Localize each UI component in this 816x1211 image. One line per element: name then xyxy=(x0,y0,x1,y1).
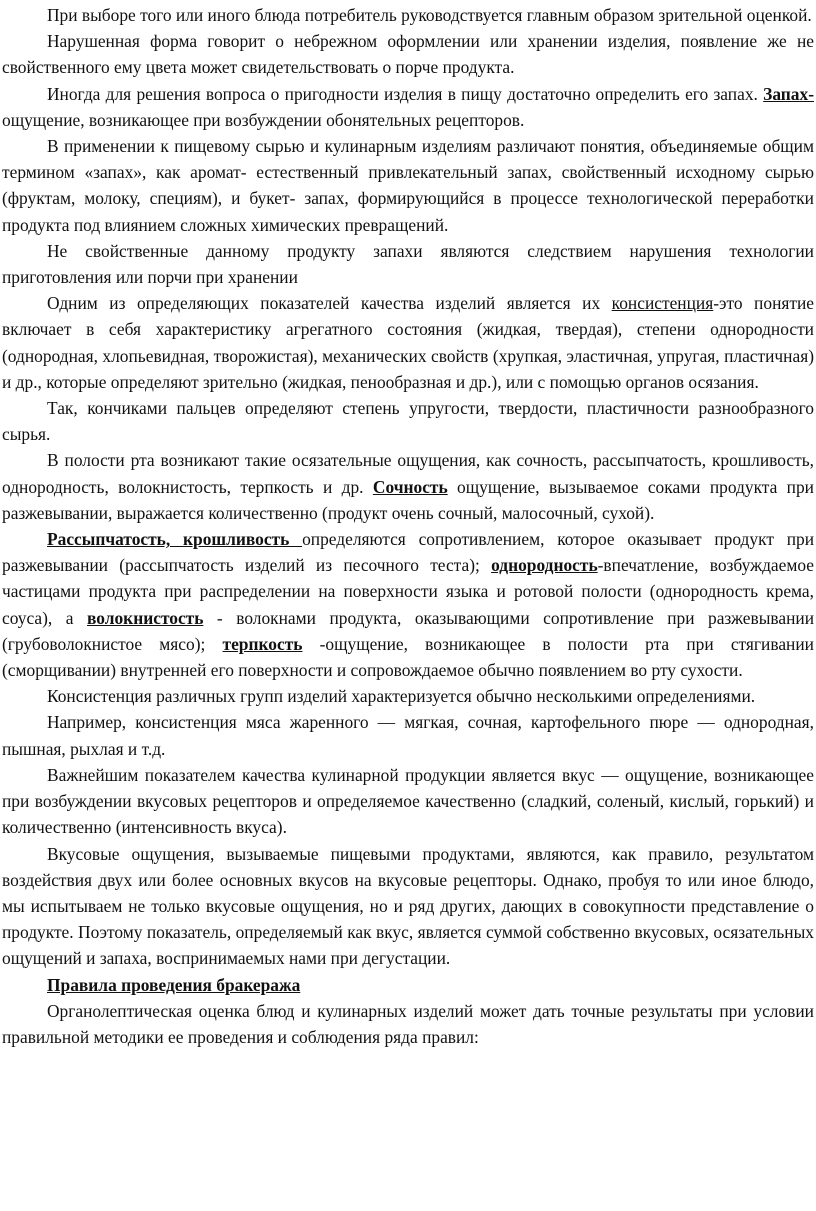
paragraph-taste: Важнейшим показателем качества кулинарной продукции является вкус — ощущение, возникающее при возбуждении вкусовых рецепторов и определяемое качественно (сладкий, соленый, кислый, горький) и количественно (интенсивность вкуса). xyxy=(2,764,814,838)
paragraph-foreign-smells: Не свойственные данному продукту запахи являются следствием нарушения технологии приготовления или порчи при хранении xyxy=(2,240,814,288)
paragraph-mouth-sensations: В полости рта возникают такие осязательные ощущения, как сочность, рассыпчатость, крошливость, однородность, волокнистость, терпкость и др. Сочность ощущение, вызываемое соками продукта при разжевывании, выражается количественно (продукт очень сочный, малосочный, сухой). xyxy=(2,450,814,523)
paragraph-taste-sensations: Вкусовые ощущения, вызываемые пищевыми продуктами, являются, как правило, результатом воздействия двух или более основных вкусов на вкусовые рецепторы. Однако, пробуя то или иное блюдо, мы испытываем не только вкусовые ощущения, но и ряд других, дающих в совокупности представление о продукте. Поэтому показатель, определяемый как вкус, является суммой собственно вкусовых, осязательных ощущений и запаха, воспринимаемых нами при дегустации. xyxy=(2,843,814,969)
term-consistency: консистенция xyxy=(611,293,714,314)
paragraph-texture-terms: Рассыпчатость, крошливость определяются сопротивлением, которое оказывает продукт при разжевывании (рассыпчатость изделий из песочного теста); однородность-впечатление, возбуждаемое частицами продукта при распределении на поверхности языка и ротовой полости (однородность крема, соуса), а волокнистость - волокнами продукта, оказывающими сопротивление при разжевывании (грубоволокнистое мясо); терпкость -ощущение, возникающее в полости рта при стягивании (сморщивании) внутренней его поверхности и сопровождаемое обычно появлением во рту сухости. xyxy=(2,529,815,681)
term-homogeneity: однородность xyxy=(491,555,598,576)
paragraph-consistency-examples: Например, консистенция мяса жаренного — мягкая, сочная, картофельного пюре — однородная, пышная, рыхлая и т.д. xyxy=(2,712,814,759)
term-juiciness: Сочность xyxy=(372,476,448,497)
term-fibrousness: волокнистость xyxy=(86,607,204,628)
paragraph-form-color: Нарушенная форма говорит о небрежном оформлении или хранении изделия, появление же не свойственного ему цвета может свидетельствовать о порче продукта. xyxy=(2,31,814,78)
section-heading-rules: Правила проведения бракеража xyxy=(47,974,301,995)
paragraph-visual-assessment: При выборе того или иного блюда потребитель руководствуется главным образом зрительной оценкой. xyxy=(47,5,812,25)
paragraph-consistency: Одним из определяющих показателей качества изделий является их консистенция-это понятие включает в себя характеристику агрегатного состояния (жидкая, твердая), степени однородности (однородная, хлопьевидная, творожистая), механических свойств (хрупкая, эластичная, упругая, пластичная) и др., которые определяют зрительно (жидкая, пенообразная и др.), или с помощью органов осязания. xyxy=(2,293,814,392)
paragraph-consistency-groups: Консистенция различных групп изделий характеризуется обычно несколькими определениями. xyxy=(47,686,756,707)
term-smell: Запах- xyxy=(763,83,814,104)
term-astringency: терпкость xyxy=(222,633,303,654)
term-crumbliness: Рассыпчатость, крошливость xyxy=(47,529,303,550)
paragraph-aroma-bouquet: В применении к пищевому сырью и кулинарным изделиям различают понятия, объединяемые общим термином «запах», как аромат- естественный привлекательный запах, свойственный исходному сырью (фруктам, молоку, специям), и букет- запах, формирующийся в процессе технологической переработки продукта под влиянием сложных химических превращений. xyxy=(2,136,814,235)
paragraph-smell-definition: Иногда для решения вопроса о пригодности изделия в пищу достаточно определить его запах. Запах- ощущение, возникающее при возбуждении обонятельных рецепторов. xyxy=(2,83,814,130)
paragraph-organoleptic: Органолептическая оценка блюд и кулинарных изделий может дать точные результаты при условии правильной методики ее проведения и соблюдения ряда правил: xyxy=(2,1000,814,1047)
paragraph-fingertips: Так, кончиками пальцев определяют степень упругости, твердости, пластичности разнообразного сырья. xyxy=(2,398,814,445)
